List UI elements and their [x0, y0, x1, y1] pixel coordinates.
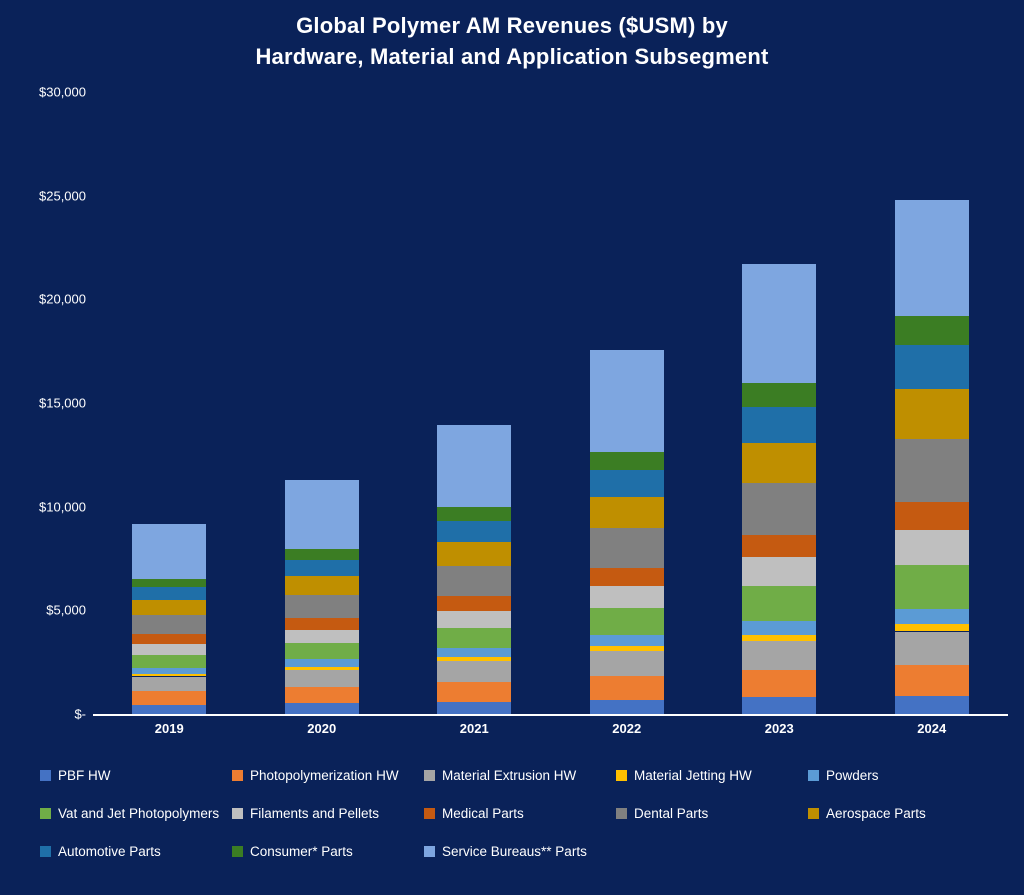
legend-label: Material Jetting HW: [634, 767, 752, 783]
x-axis-tick-label: 2023: [764, 721, 794, 736]
legend-swatch-icon: [232, 770, 243, 781]
legend-item[interactable]: [808, 762, 879, 788]
legend-item[interactable]: [40, 762, 111, 788]
bar-segment: [437, 682, 511, 702]
bar-group: [742, 92, 816, 714]
bar-segment: [132, 615, 206, 634]
bar-segment: [742, 586, 816, 621]
legend-swatch-icon: [616, 808, 627, 819]
legend-item[interactable]: [232, 800, 379, 826]
bar-segment: [437, 507, 511, 521]
legend-swatch-icon: [424, 808, 435, 819]
legend-item[interactable]: [40, 800, 219, 826]
y-axis-tick-label: $25,000: [39, 188, 86, 204]
bar-segment: [437, 521, 511, 542]
bar-segment: [285, 595, 359, 618]
bar-group: [285, 92, 359, 714]
legend-label: Consumer* Parts: [250, 843, 353, 859]
legend-item[interactable]: [424, 800, 524, 826]
bar-segment: [742, 621, 816, 634]
bar-segment: [590, 608, 664, 635]
bar-segment: [895, 530, 969, 565]
y-axis-tick-label: $5,000: [46, 602, 86, 618]
bar-segment: [437, 648, 511, 657]
chart-title-line-1: Global Polymer AM Revenues ($USM) by: [296, 13, 728, 38]
bar-segment: [285, 643, 359, 659]
x-axis-line: [93, 714, 1008, 716]
bar-segment: [437, 702, 511, 714]
y-axis-tick-label: $20,000: [39, 291, 86, 307]
bar-segment: [742, 264, 816, 383]
legend-swatch-icon: [40, 846, 51, 857]
bar-segment: [132, 668, 206, 674]
bar-group: [895, 92, 969, 714]
bar-segment: [285, 667, 359, 670]
bar-segment: [132, 677, 206, 692]
bar-group: [590, 92, 664, 714]
bar-segment: [590, 700, 664, 715]
legend-row: [40, 800, 1000, 826]
legend-label: Service Bureaus** Parts: [442, 843, 587, 859]
bar-segment: [285, 687, 359, 703]
x-axis-tick-label: 2022: [612, 721, 642, 736]
legend-swatch-icon: [808, 808, 819, 819]
legend-swatch-icon: [40, 808, 51, 819]
bar-segment: [590, 586, 664, 608]
bar-segment: [132, 644, 206, 655]
bar-segment: [285, 576, 359, 595]
bar-segment: [132, 674, 206, 677]
y-axis-tick-label: $-: [74, 706, 86, 722]
bar-segment: [742, 641, 816, 670]
legend-swatch-icon: [616, 770, 627, 781]
bar-segment: [132, 579, 206, 588]
legend-label: Photopolymerization HW: [250, 767, 399, 783]
legend-swatch-icon: [232, 846, 243, 857]
bar-segment: [437, 596, 511, 611]
bar-segment: [895, 624, 969, 631]
bar-segment: [742, 557, 816, 586]
bar-segment: [895, 200, 969, 316]
y-axis-tick-label: $10,000: [39, 499, 86, 515]
bar-group: [437, 92, 511, 714]
legend-item[interactable]: [424, 838, 587, 864]
bar-segment: [742, 443, 816, 483]
bar-segment: [437, 661, 511, 682]
legend-label: Automotive Parts: [58, 843, 161, 859]
bar-segment: [437, 566, 511, 596]
bar-segment: [895, 632, 969, 666]
bar-segment: [742, 483, 816, 534]
bar-segment: [742, 697, 816, 714]
bar-segment: [895, 696, 969, 714]
bar-segment: [437, 628, 511, 649]
legend-item[interactable]: [40, 838, 161, 864]
legend-item[interactable]: [424, 762, 576, 788]
plot-bars: [93, 92, 1008, 714]
bar-segment: [437, 425, 511, 507]
legend-label: Filaments and Pellets: [250, 805, 380, 821]
legend-swatch-icon: [232, 808, 243, 819]
bar-segment: [285, 618, 359, 630]
legend-label: Vat and Jet Photopolymers: [58, 805, 220, 821]
legend-swatch-icon: [808, 770, 819, 781]
bar-segment: [895, 389, 969, 439]
bar-segment: [590, 350, 664, 452]
bar-segment: [132, 600, 206, 615]
bar-segment: [285, 703, 359, 714]
bar-segment: [895, 665, 969, 696]
bar-segment: [132, 655, 206, 668]
legend-item[interactable]: [808, 800, 926, 826]
legend-label: Material Extrusion HW: [442, 767, 577, 783]
legend-label: PBF HW: [58, 767, 111, 783]
bar-segment: [437, 542, 511, 566]
x-axis-tick-label: 2021: [459, 721, 489, 736]
x-axis-tick-label: 2024: [917, 721, 947, 736]
legend-item[interactable]: [616, 800, 708, 826]
bar-segment: [590, 528, 664, 567]
bar-segment: [437, 657, 511, 661]
legend-item[interactable]: [616, 762, 752, 788]
bar-segment: [590, 452, 664, 470]
bar-segment: [590, 497, 664, 528]
bar-segment: [590, 635, 664, 646]
legend-item[interactable]: [232, 762, 399, 788]
bar-segment: [590, 568, 664, 586]
bar-segment: [285, 549, 359, 560]
legend-swatch-icon: [40, 770, 51, 781]
bar-segment: [590, 470, 664, 497]
bar-group: [132, 92, 206, 714]
chart-title: [0, 10, 1024, 72]
bar-segment: [895, 565, 969, 609]
bar-segment: [590, 651, 664, 676]
x-axis-tick-label: 2020: [307, 721, 337, 736]
legend-label: Medical Parts: [442, 805, 524, 821]
bar-segment: [132, 691, 206, 705]
bar-segment: [285, 560, 359, 576]
bar-segment: [895, 502, 969, 530]
bar-segment: [742, 407, 816, 443]
bar-segment: [895, 609, 969, 624]
legend-label: Aerospace Parts: [826, 805, 926, 821]
bar-segment: [895, 316, 969, 345]
bar-segment: [895, 439, 969, 502]
legend-swatch-icon: [424, 770, 435, 781]
y-axis-tick-label: $15,000: [39, 395, 86, 411]
chart-title-line-2: Hardware, Material and Application Subsegment: [255, 44, 769, 69]
bar-segment: [590, 646, 664, 651]
legend-label: Powders: [826, 767, 879, 783]
bar-segment: [132, 587, 206, 600]
legend-item[interactable]: [232, 838, 353, 864]
x-axis-tick-label: 2019: [154, 721, 184, 736]
bar-segment: [742, 635, 816, 641]
bar-segment: [742, 535, 816, 558]
chart-legend: [40, 762, 1000, 872]
bar-segment: [437, 611, 511, 628]
bar-segment: [132, 524, 206, 579]
bar-segment: [285, 630, 359, 643]
bar-segment: [895, 345, 969, 389]
legend-row: [40, 762, 1000, 788]
legend-row: [40, 838, 1000, 864]
bar-segment: [285, 480, 359, 549]
bar-segment: [132, 705, 206, 714]
bar-segment: [590, 676, 664, 700]
bar-segment: [742, 383, 816, 407]
bar-segment: [285, 659, 359, 666]
legend-swatch-icon: [424, 846, 435, 857]
bar-segment: [132, 634, 206, 644]
y-axis-tick-label: $30,000: [39, 84, 86, 100]
legend-label: Dental Parts: [634, 805, 709, 821]
bar-segment: [742, 670, 816, 697]
bar-segment: [285, 670, 359, 687]
